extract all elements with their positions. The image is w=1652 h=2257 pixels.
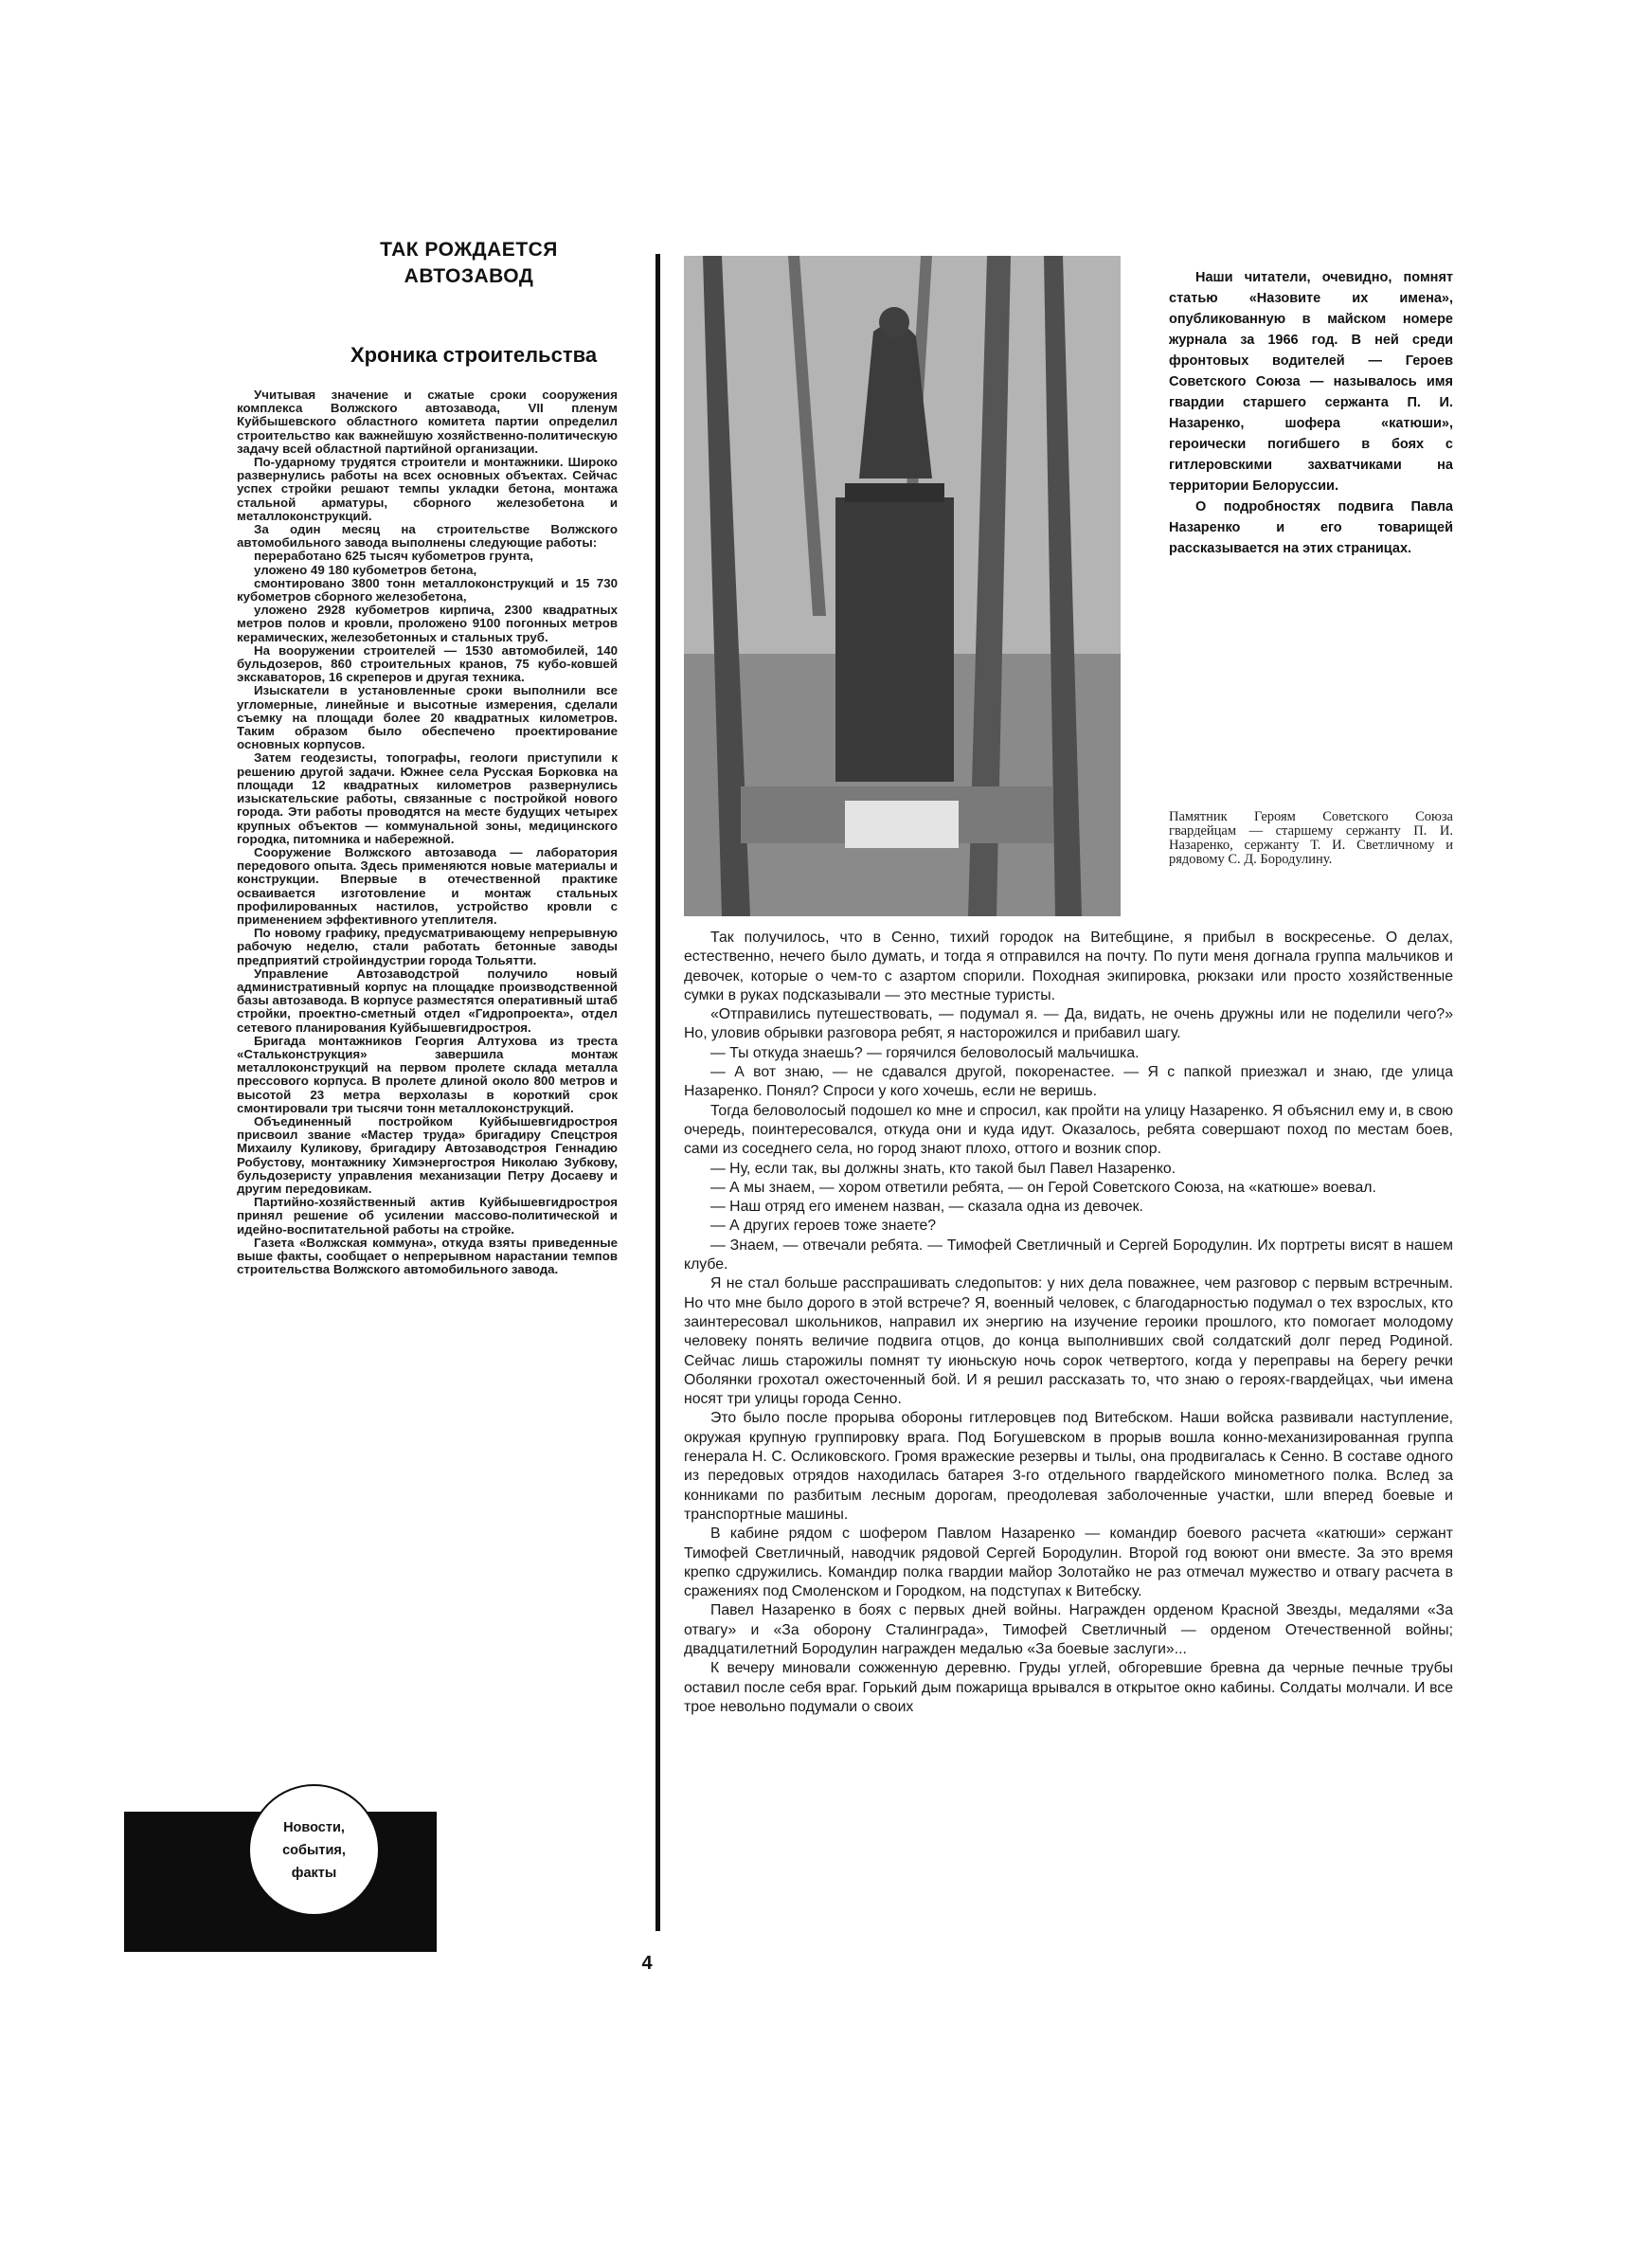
section-badge-line2: события,	[282, 1842, 346, 1858]
chronicle-paragraph: Затем геодезисты, топографы, геологи приступили к решению другой задачи. Южнее села Русская Борковка на площади 12 квадратных километров развернулись изыскательские работы, связанные с постройкой нового города. Эти работы проводятся на месте будущих четырех крупных объектов — коммунальной зоны, медицинского городка, питомника и набережной.	[237, 750, 618, 846]
article-paragraph: Тогда беловолосый подошел ко мне и спросил, как пройти на улицу Назаренко. Я объяснил ему и, в свою очередь, поинтересовался, откуда они и куда идут. Оказалось, ребята совершают поход по местам боев, сами из соседнего села, но город знают плохо, оттого и возник спор.	[684, 1102, 1453, 1158]
monument-photo	[684, 256, 1121, 916]
chronicle-paragraph: Учитывая значение и сжатые сроки сооружения комплекса Волжского автозавода, VII пленум Куйбышевского областного комитета партии определил строительство как важнейшую хозяйственно-политическую задачу всей областной партийной организации.	[237, 388, 618, 456]
section-badge-line1: Новости,	[283, 1819, 345, 1835]
photo-caption: Памятник Героям Советского Союза гвардейцам — старшему сержанту П. И. Назаренко, сержанту Т. И. Светличному и рядовому С. Д. Бородулину.	[1169, 809, 1453, 867]
chronicle-paragraph: уложено 49 180 кубометров бетона,	[254, 562, 477, 577]
article-paragraph: Я не стал больше расспрашивать следопытов: у них дела поважнее, чем разговор с первым встречным. Но что мне было дорого в этой встрече? Я, военный человек, с благодарностью подумал о тех взрослых, кто заинтересовал школьников, направил их энергию на изучение героики прошлого, кто помогает молодому человеку понять величие подвига отцов, до конца выполнивших свой солдатский долг перед Родиной. Сейчас лишь старожилы помнят ту июньскую ночь сорок четвертого, когда у переправы на берегу речки Оболянки грохотал ожесточенный бой. И я решил рассказать то, что знаю о героях-гвардейцах, чьи имена носят три улицы города Сенно.	[684, 1275, 1453, 1408]
chronicle-paragraph: По новому графику, предусматривающему непрерывную рабочую неделю, стали работать бетонные заводы предприятий стройиндустрии города Тольятти.	[237, 926, 618, 967]
article-paragraph: Так получилось, что в Сенно, тихий городок на Витебщине, я прибыл в воскресенье. О делах, естественно, нечего было думать, и тогда я отправился на почту. По пути меня догнала группа мальчиков и девочек, которые о чем-то с азартом спорили. Походная экипировка, рюкзаки или просто хозяйственные сумки в руках подсказывали — это местные туристы.	[684, 930, 1453, 1003]
page-number: 4	[641, 1953, 653, 1974]
section-badge	[248, 1784, 380, 1916]
article-paragraph: — Ты откуда знаешь? — горячился беловолосый мальчишка.	[710, 1044, 1140, 1061]
article-paragraph: В кабине рядом с шофером Павлом Назаренко — командир боевого расчета «катюши» сержант Тимофей Светличный, наводчик рядовой Сергей Бородулин. Второй год воюют они вместе. За это время крепко сдружились. Командир полка гвардии майор Золотайко не раз отмечал мужество и отвагу расчета в сражениях под Смоленском и Городком, на подступах к Витебску.	[684, 1526, 1453, 1600]
article-paragraph: — Ну, если так, вы должны знать, кто такой был Павел Назаренко.	[710, 1160, 1176, 1177]
article-paragraph: «Отправились путешествовать, — подумал я. — Да, видать, не очень дружны или не поделили чего?» Но, уловив обрывки разговора ребят, я насторожился и прибавил шагу.	[684, 1006, 1453, 1042]
article-paragraph: — Знаем, — отвечали ребята. — Тимофей Светличный и Сергей Бородулин. Их портреты висят в нашем клубе.	[684, 1237, 1453, 1273]
chronicle-paragraph: уложено 2928 кубометров кирпича, 2300 квадратных метров полов и кровли, проложено 9100 погонных метров керамических, железобетонных и стальных труб.	[237, 603, 618, 644]
article-intro	[1169, 267, 1453, 559]
article-paragraph: — Наш отряд его именем назван, — сказала одна из девочек.	[710, 1199, 1143, 1216]
chronicle-paragraph: Бригада монтажников Георгия Алтухова из треста «Стальконструкция» завершила монтаж металлоконструкций на первом пролете склада металла прессового корпуса. В пролете длиной около 800 метров и высотой 23 метра верхолазы в короткий срок смонтировали три тысячи тонн металлоконструкций.	[237, 1033, 618, 1115]
article-subtitle: Хроника строительства	[350, 343, 598, 367]
article-title-line1: ТАК РОЖДАЕТСЯ	[380, 239, 558, 261]
chronicle-paragraph: Изыскатели в установленные сроки выполнили все угломерные, линейные и высотные измерения, сделали съемку на площади более 20 квадратных километров. Таким образом было обеспечено проектирование основных корпусов.	[237, 683, 618, 752]
chronicle-paragraph: По-ударному трудятся строители и монтажники. Широко развернулись работы на всех основных объектах. Сейчас успех стройки решают темпы укладки бетона, монтажа стальной арматуры, сборного железобетона и металлоконструкций.	[237, 455, 618, 523]
article-paragraph: — А мы знаем, — хором ответили ребята, — он Герой Советского Союза, на «катюше» воевал.	[710, 1179, 1376, 1196]
chronicle-paragraph: Сооружение Волжского автозавода — лаборатория передового опыта. Здесь применяются новые материалы и конструкции. Впервые в отечественной практике осваивается изготовление и монтаж стальных профилированных настилов, устройство кровли с применением эффективного утеплителя.	[237, 844, 618, 927]
chronicle-paragraph: Объединенный постройком Куйбышевгидростроя присвоил звание «Мастер труда» бригадиру Спецстроя Михаилу Куликову, бригадиру Автозаводстроя Геннадию Робустову, монтажнику Химэнергостроя Николаю Зубкову, бульдозеристу управления механизации Петру Досаеву и другим передовикам.	[237, 1113, 618, 1196]
chronicle-paragraph: Управление Автозаводстрой получило новый административный корпус на площадке производственной базы автозавода. В корпусе разместятся оперативный штаб стройки, проектно-сметный отдел «Гидропроекта», отдел сетевого планирования Куйбышевгидростроя.	[237, 966, 618, 1035]
intro-paragraph: О подробностях подвига Павла Назаренко и его товарищей рассказывается на этих страницах.	[1169, 499, 1453, 556]
chronicle-paragraph: За один месяц на строительстве Волжского автомобильного завода выполнены следующие работы:	[237, 522, 618, 551]
article-paragraph: — А других героев тоже знаете?	[710, 1218, 937, 1235]
chronicle-paragraph: На вооружении строителей — 1530 автомобилей, 140 бульдозеров, 860 строительных кранов, 75 кубо-ковшей экскаваторов, 16 скреперов и другая техника.	[237, 642, 618, 685]
article-title-line2: АВТОЗАВОД	[404, 265, 534, 287]
monument-illustration	[684, 256, 1121, 916]
column-divider	[655, 254, 660, 1931]
article-title	[322, 237, 616, 290]
article-paragraph: Павел Назаренко в боях с первых дней войны. Награжден орденом Красной Звезды, медалями «За отвагу» и «За оборону Сталинграда», Тимофей Светличный — орденом Отечественной войны; двадцатилетний Бородулин награжден медалью «За боевые заслуги»...	[684, 1602, 1453, 1657]
article-paragraph: Это было после прорыва обороны гитлеровцев под Витебском. Наши войска развивали наступление, окружая крупную группировку врага. Под Богушевском в прорыв вошла конно-механизированная группа генерала Н. С. Осликовского. Громя вражеские резервы и тылы, она продвигалась к Сенно. В составе одного из передовых отрядов находилась батарея 3-го отдельного гвардейского минометного полка. Вслед за конниками по разбитым лесным дорогам, преодолевая заболоченные участки, шли вперед боевые и транспортные машины.	[684, 1410, 1453, 1523]
article-paragraph: К вечеру миновали сожженную деревню. Груды углей, обгоревшие бревна да черные печные трубы оставил после себя враг. Горький дым пожарища врывался в открытое окно кабины. Солдаты молчали. И все трое невольно подумали о своих	[684, 1660, 1453, 1715]
main-article-text	[684, 929, 1453, 1717]
article-paragraph: — А вот знаю, — не сдавался другой, покоренастее. — Я с папкой приезжал и знаю, где улица Назаренко. Понял? Спроси у кого хочешь, если не веришь.	[684, 1064, 1453, 1100]
chronicle-paragraph: переработано 625 тысяч кубометров грунта,	[254, 549, 533, 564]
section-badge-line3: факты	[291, 1865, 337, 1881]
chronicle-paragraph: Партийно-хозяйственный актив Куйбышевгидростроя принял решение об усилении массово-политической и идейно-воспитательной работы на стройке.	[237, 1195, 618, 1237]
chronicle-paragraph: смонтировано 3800 тонн металлоконструкций и 15 730 кубометров сборного железобетона,	[237, 575, 618, 605]
chronicle-paragraph: Газета «Волжская коммуна», откуда взяты приведенные выше факты, сообщает о непрерывном нарастании темпов строительства Волжского автомобильного завода.	[237, 1235, 618, 1277]
chronicle-column	[237, 388, 618, 1276]
intro-paragraph: Наши читатели, очевидно, помнят статью «Назовите их имена», опубликованную в майском номере журнала за 1966 год. В ней среди фронтовых водителей — Героев Советского Союза — называлось имя гвардии старшего сержанта П. И. Назаренко, шофера «катюши», героически погибшего в боях с гитлеровскими захватчиками на территории Белоруссии.	[1169, 270, 1453, 494]
